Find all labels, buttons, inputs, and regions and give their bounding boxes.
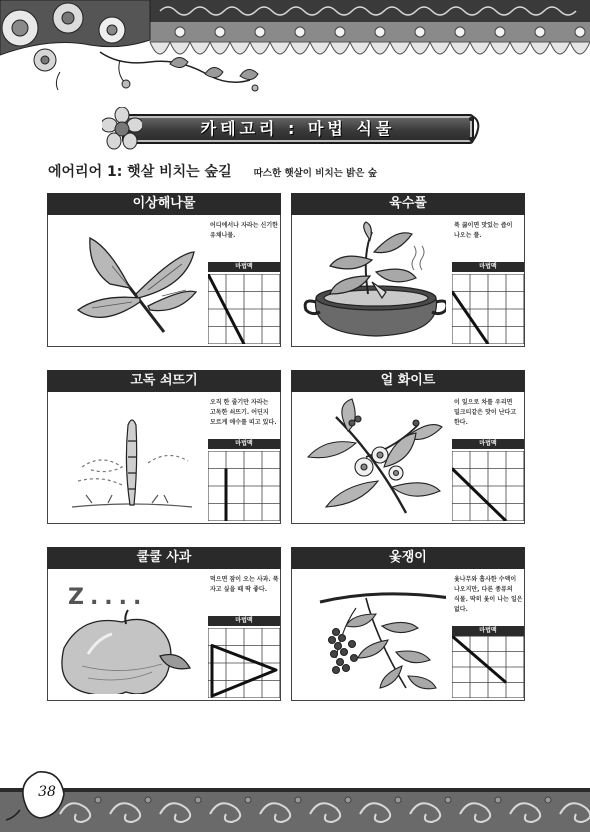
magic-pattern-label: 마법맥 bbox=[452, 626, 524, 636]
plant-card bbox=[291, 370, 525, 524]
magic-pattern-grid bbox=[452, 636, 524, 698]
plant-name: 육수풀 bbox=[291, 193, 525, 215]
plant-description: 옻나무와 흡사한 수액이 나오지만, 다른 종류의 식물. 딱히 옻이 나는 일은 없다. bbox=[454, 576, 523, 613]
plant-description: 푹 끓이면 맛있는 즙이 나오는 풀. bbox=[454, 222, 513, 239]
plant-description: 어디에서나 자라는 신기한 유채나물. bbox=[210, 222, 278, 239]
magic-pattern-label: 마법맥 bbox=[208, 616, 280, 626]
magic-pattern-label: 마법맥 bbox=[208, 439, 280, 449]
herb-leaf-illustration bbox=[52, 220, 202, 340]
page-number: 38 bbox=[38, 784, 56, 800]
category-title: 카테고리 : 마법 식물 bbox=[200, 119, 396, 138]
horsetail-illustration bbox=[52, 397, 202, 517]
area-line bbox=[48, 161, 377, 183]
magic-pattern-grid bbox=[208, 451, 280, 521]
area-description: 따스한 햇살이 비치는 밝은 숲 bbox=[253, 168, 377, 179]
category-banner bbox=[102, 111, 482, 147]
plant-name: 고독 쇠뜨기 bbox=[47, 370, 281, 392]
lacquer-tree-illustration bbox=[296, 574, 446, 694]
plant-name: 옻쟁이 bbox=[291, 547, 525, 569]
magic-pattern-grid bbox=[208, 274, 280, 344]
area-name: 에어리어 1: 햇살 비치는 숲길 bbox=[48, 164, 232, 180]
broth-pot-illustration bbox=[296, 220, 446, 340]
tea-plant-illustration bbox=[296, 397, 446, 517]
sleep-mark: Z.... bbox=[68, 585, 148, 610]
magic-pattern-label: 마법맥 bbox=[452, 439, 524, 449]
magic-pattern-label: 마법맥 bbox=[208, 262, 280, 272]
curl-ornament-icon bbox=[466, 113, 482, 145]
rosette-flower-icon bbox=[102, 107, 142, 151]
magic-pattern-grid bbox=[208, 628, 280, 698]
plant-card bbox=[47, 193, 281, 347]
plant-description: 먹으면 잠이 오는 사과. 푹 자고 싶을 때 딱 좋다. bbox=[210, 576, 279, 593]
plant-description: 이 잎으로 차를 우리면 밀크티같은 맛이 난다고 한다. bbox=[454, 399, 517, 426]
top-ornament bbox=[0, 0, 590, 92]
plant-card bbox=[47, 547, 281, 701]
magic-pattern-grid bbox=[452, 274, 524, 344]
scroll-pattern-border bbox=[0, 770, 590, 832]
magic-pattern-label: 마법맥 bbox=[452, 262, 524, 272]
sleepy-apple-illustration bbox=[52, 574, 202, 694]
plant-name: 이상해나물 bbox=[47, 193, 281, 215]
plant-card bbox=[47, 370, 281, 524]
magic-pattern-grid bbox=[452, 451, 524, 521]
plant-name: 쿨쿨 사과 bbox=[47, 547, 281, 569]
plant-description: 오직 한 줄기만 자라는 고독한 쇠뜨기. 어딘지 모르게 애수를 띠고 있다. bbox=[210, 399, 277, 426]
plant-name: 얼 화이트 bbox=[291, 370, 525, 392]
plant-card bbox=[291, 547, 525, 701]
plant-card bbox=[291, 193, 525, 347]
